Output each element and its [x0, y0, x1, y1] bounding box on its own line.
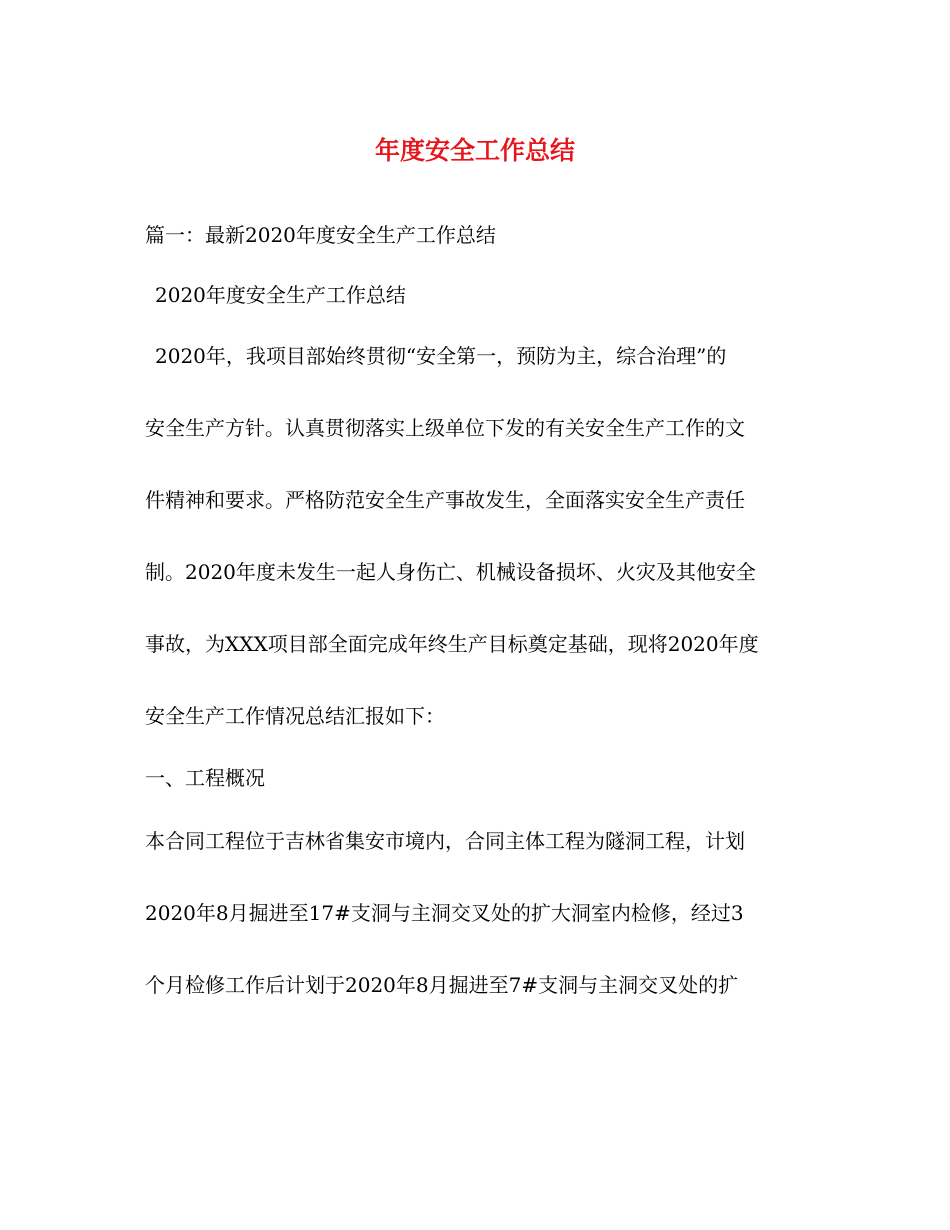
paragraph-line: 安全生产工作情况总结汇报如下：: [145, 704, 445, 728]
document-title: 年度安全工作总结: [374, 136, 575, 165]
paragraph-line: 事故，为XXX项目部全面完成年终生产目标奠定基础，现将2020年度: [145, 632, 759, 656]
paragraph-line: 件精神和要求。严格防范安全生产事故发生，全面落实安全生产责任: [145, 488, 745, 512]
paragraph-line: 本合同工程位于吉林省集安市境内，合同主体工程为隧洞工程，计划: [145, 829, 745, 853]
section-heading-project-overview: 一、工程概况: [145, 766, 265, 790]
paragraph-line: 个月检修工作后计划于2020年8月掘进至7#支洞与主洞交叉处的扩: [145, 973, 739, 997]
paragraph-line: 2020年8月掘进至17#支洞与主洞交叉处的扩大洞室内检修，经过3: [145, 901, 744, 925]
subtitle-line: 2020年度安全生产工作总结: [155, 283, 406, 307]
paragraph-line: 安全生产方针。认真贯彻落实上级单位下发的有关安全生产工作的文: [145, 416, 745, 440]
paragraph-line: 2020年，我项目部始终贯彻“安全第一，预防为主，综合治理”的: [155, 344, 727, 368]
paragraph-line: 制。2020年度未发生一起人身伤亡、机械设备损坏、火灾及其他安全: [145, 560, 756, 584]
section-heading-part-one: 篇一：最新2020年度安全生产工作总结: [145, 223, 496, 247]
